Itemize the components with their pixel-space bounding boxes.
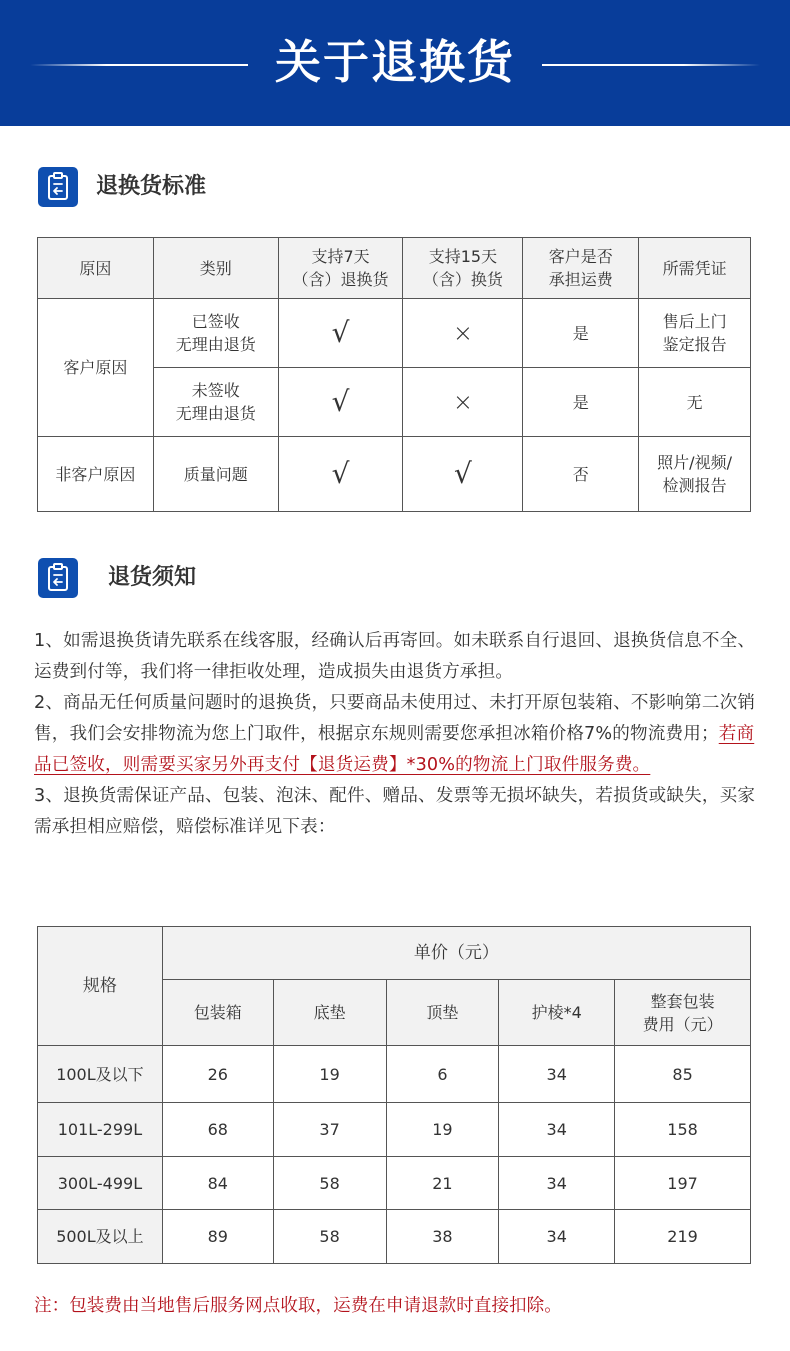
cross-mark: × [403,368,523,437]
price-cell: 89 [162,1210,273,1264]
page-title: 关于退换货 [275,35,515,89]
notice-item-3: 3、退换货需保证产品、包装、泡沫、配件、赠品、发票等无损坏缺失，若损货或缺失，买家需承担相应赔偿，赔偿标准详见下表： [34,786,756,837]
section-title: 退换货标准 [96,174,207,199]
spec-cell: 101L-299L [38,1103,163,1157]
price-cell: 158 [615,1103,751,1157]
table-header-row [38,238,751,299]
freight-cell: 是 [523,368,639,437]
proof-cell: 照片/视频/ 检测报告 [639,437,751,512]
header-seven-day: 支持7天 （含）退换货 [278,238,403,299]
return-clipboard-icon [38,167,78,207]
price-cell: 26 [162,1046,273,1103]
notice-item-2 [34,688,760,781]
table-row [38,1046,751,1103]
notice-item-2-text: 2、商品无任何质量问题时的退换货，只要商品未使用过、未打开原包装箱、不影响第二次销售，我们会安排物流为您上门取件，根据京东规则需要您承担冰箱价格7%的物流费用； [34,693,756,744]
banner-divider-left [30,64,248,66]
freight-cell: 是 [523,299,639,368]
price-cell: 68 [162,1103,273,1157]
price-cell: 6 [386,1046,499,1103]
table-row [38,1210,751,1264]
category-cell: 未签收 无理由退货 [153,368,278,437]
price-cell: 34 [499,1046,615,1103]
reason-cell: 客户原因 [38,299,154,437]
category-cell: 已签收 无理由退货 [153,299,278,368]
price-cell: 58 [273,1210,386,1264]
footnote: 注：包装费由当地售后服务网点收取，运费在申请退款时直接扣除。 [34,1296,562,1316]
table-row [38,1103,751,1157]
header-fifteen-day: 支持15天 （含）换货 [403,238,523,299]
price-cell: 85 [615,1046,751,1103]
header-full-package: 整套包装 费用（元） [615,980,751,1046]
proof-cell: 售后上门 鉴定报告 [639,299,751,368]
header-box: 包装箱 [162,980,273,1046]
table-row [38,437,751,512]
banner-divider-right [542,64,760,66]
check-mark: √ [278,437,403,512]
price-cell: 58 [273,1157,386,1210]
price-cell: 34 [499,1210,615,1264]
price-cell: 34 [499,1157,615,1210]
freight-cell: 否 [523,437,639,512]
header-reason: 原因 [38,238,154,299]
table-header-row [38,927,751,980]
page-banner [0,0,790,126]
table-row [38,1157,751,1210]
header-proof: 所需凭证 [639,238,751,299]
price-cell: 37 [273,1103,386,1157]
price-cell: 197 [615,1157,751,1210]
price-cell: 38 [386,1210,499,1264]
price-cell: 84 [162,1157,273,1210]
price-cell: 19 [386,1103,499,1157]
notice-item-1: 1、如需退换货请先联系在线客服，经确认后再寄回。如未联系自行退回、退换货信息不全、运费到付等，我们将一律拒收处理，造成损失由退货方承担。 [34,631,756,682]
category-cell: 质量问题 [153,437,278,512]
price-cell: 19 [273,1046,386,1103]
check-mark: √ [278,299,403,368]
header-edge-guard: 护棱*4 [499,980,615,1046]
reason-cell: 非客户原因 [38,437,154,512]
return-standards-table [37,237,751,512]
header-unit-price: 单价（元） [162,927,750,980]
cross-mark: × [403,299,523,368]
spec-cell: 300L-499L [38,1157,163,1210]
table-row [38,299,751,368]
price-cell: 34 [499,1103,615,1157]
header-freight: 客户是否 承担运费 [523,238,639,299]
compensation-price-table [37,926,751,1264]
return-notice-text [34,626,760,843]
section-title: 退货须知 [108,565,197,590]
check-mark: √ [278,368,403,437]
header-top-pad: 顶垫 [386,980,499,1046]
check-mark: √ [403,437,523,512]
spec-cell: 100L及以下 [38,1046,163,1103]
header-spec: 规格 [38,927,163,1046]
header-bottom-pad: 底垫 [273,980,386,1046]
notice-item-2-warning: 若商品已签收，则需要买家另外再支付【退货运费】*30%的物流上门取件服务费。 [34,724,755,775]
price-cell: 219 [615,1210,751,1264]
return-clipboard-icon [38,558,78,598]
price-cell: 21 [386,1157,499,1210]
spec-cell: 500L及以上 [38,1210,163,1264]
header-category: 类别 [153,238,278,299]
proof-cell: 无 [639,368,751,437]
